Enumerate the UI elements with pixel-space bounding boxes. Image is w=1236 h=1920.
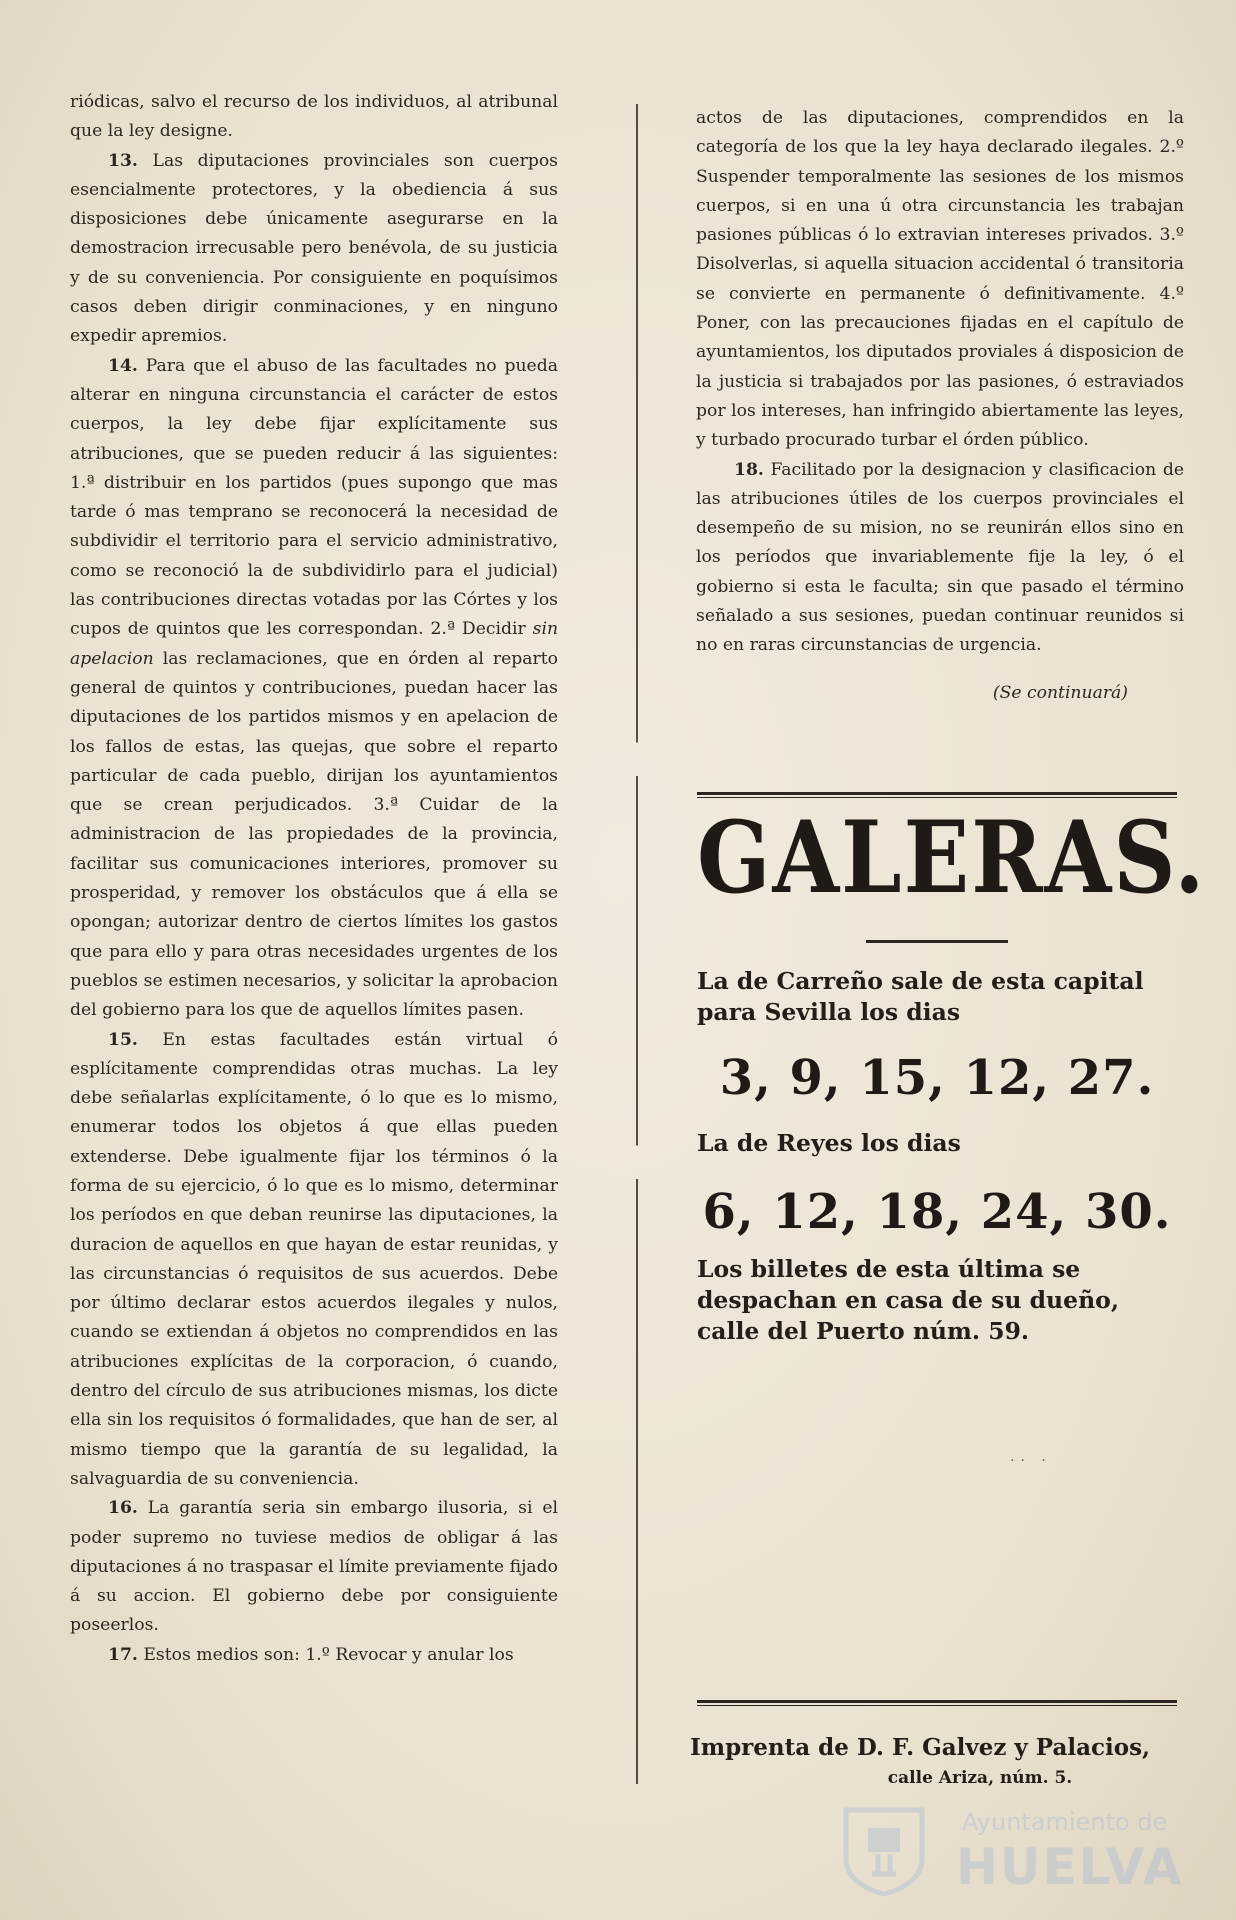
paragraph-text: Facilitado por la designacion y clasificacion de las atribuciones útiles de los cuerpos provinciales el desempeño de su mision, no se reunirán ellos sino en los períodos que invariablemente fije la ley, ó el gobierno si esta le faculta; sin que pasado el término señalado a sus sesiones, puedan continuar reunidos si no en raras circunstancias de urgencia. <box>696 459 1184 656</box>
notice-line-carreno: La de Carreño sale de esta capital para Sevilla los dias <box>697 967 1144 1026</box>
paragraph-number: 16. <box>108 1498 138 1519</box>
section-rule <box>697 792 1177 798</box>
right-column <box>696 104 1184 708</box>
watermark-line1: Ayuntamiento de <box>962 1808 1168 1836</box>
paragraph-text: En estas facultades están virtual ó esplícitamente comprendidas otras muchas. La ley debe señalarlas explícitamente, ó lo que es lo mismo, enumerar todos los objetos á que ellas pueden extenderse. Debe igualmente fijar los términos ó la forma de su ejercicio, ó lo que es lo mismo, determinar los períodos en que deban reunirse las diputaciones, la duracion de aquellos en que hayan de estar reunidas, y las circunstancias ó requisitos de sus acuerdos. Debe por último declarar estos acuerdos ilegales y nulos, cuando se extiendan á objetos no comprendidos en las atribuciones explícitas de la corporacion, ó cuando, dentro del círculo de sus atribuciones mismas, los dicte ella sin los requisitos ó formalidades, que han de ser, al mismo tiempo que la garantía de su legalidad, la salvaguardia de su conveniencia. <box>70 1029 558 1489</box>
paragraph-number: 14. <box>108 355 138 376</box>
city-seal-icon <box>838 1804 930 1896</box>
paragraph-number: 15. <box>108 1029 138 1050</box>
imprint-name: Imprenta de D. F. Galvez y Palacios, <box>690 1734 1151 1761</box>
paragraph-14 <box>70 352 558 1026</box>
paragraph-text: Las diputaciones provinciales son cuerpos esencialmente protectores, y la obediencia á sus disposiciones debe únicamente asegurarse en la demostracion irrecusable pero benévola, de su justicia y de su conveniencia. Por consiguiente en poquísimos casos deben dirigir conminaciones, y en ninguno expedir apremios. <box>70 150 558 347</box>
notice-title: GALERAS. <box>697 800 1207 917</box>
paragraph-text: Para que el abuso de las facultades no pueda alterar en ninguna circunstancia el carácter de estos cuerpos, la ley debe fijar explícitamente sus atribuciones, que se pueden reducir á las siguientes: 1.ª distribuir en los partidos (pues supongo que mas tarde ó mas temprano se reconocerá la necesidad de subdividir el territorio para el servicio administrativo, como se reconoció la de subdividirlo para el judicial) las contribuciones directas votadas por las Córtes y los cupos de quintos que les correspondan. 2.ª Decidir <box>70 355 558 640</box>
imprint-address: calle Ariza, núm. 5. <box>887 1768 1073 1788</box>
printer-imprint <box>690 1732 1180 1794</box>
italic-phrase: sin apelacion <box>70 619 559 669</box>
notice-days-carreno: 3, 9, 15, 12, 27. <box>719 1050 1155 1106</box>
paragraph-17 <box>70 1641 558 1670</box>
print-specks: ·· · <box>1010 1453 1052 1469</box>
paragraph-number: 13. <box>108 150 138 171</box>
paragraph-13 <box>70 147 558 352</box>
notice-line-reyes: La de Reyes los dias <box>697 1129 961 1157</box>
footer-rule <box>697 1700 1177 1706</box>
paragraph-continuation: riódicas, salvo el recurso de los individuos, al atribunal que la ley designe. <box>70 92 558 142</box>
notice-line-billetes: Los billetes de esta última se despachan en casa de su dueño, calle del Puerto núm. 59. <box>697 1255 1120 1345</box>
paragraph-text: Estos medios son: 1.º Revocar y anular los <box>143 1644 514 1665</box>
paragraph-number: 17. <box>108 1644 138 1665</box>
archive-watermark <box>838 1802 1184 1898</box>
paragraph-15 <box>70 1026 558 1495</box>
paragraph-16 <box>70 1494 558 1640</box>
notice-days-reyes: 6, 12, 18, 24, 30. <box>702 1184 1172 1240</box>
watermark-line2: HUELVA <box>956 1838 1184 1896</box>
column-divider <box>636 104 638 1784</box>
paragraph-number: 18. <box>734 459 764 480</box>
paragraph-18 <box>696 456 1184 661</box>
title-underline <box>866 940 1008 943</box>
paragraph-text: las reclamaciones, que en órden al reparto general de quintos y contribuciones, puedan hacer las diputaciones de los partidos mismos y en apelacion de los fallos de estas, las quejas, que sobre el reparto particular de cada pueblo, dirijan los ayuntamientos que se crean perjudicados. 3.ª Cuidar de la administracion de las propiedades de la provincia, facilitar sus comunicaciones interiores, promover su prosperidad, y remover los obstáculos que á ella se opongan; autorizar dentro de ciertos límites los gastos que para ello y para otras necesidades urgentes de los pueblos se estimen necesarios, y solicitar la aprobacion del gobierno para los que de aquellos límites pasen. <box>70 648 558 1021</box>
paragraph-17-continuation: actos de las diputaciones, comprendidos en la categoría de los que la ley haya declarado ilegales. 2.º Suspender temporalmente las sesiones de los mismos cuerpos, si en una ú otra circunstancia les trabajan pasiones públicas ó lo extravian intereses privados. 3.º Disolverlas, si aquella situacion accidental ó transitoria se convierte en permanente ó definitivamente. 4.º Poner, con las precauciones fijadas en el capítulo de ayuntamientos, los diputados proviales á disposicion de la justicia si trabajados por las pasiones, ó estraviados por los intereses, han infringido abiertamente las leyes, y turbado procurado turbar el órden público. <box>696 108 1184 451</box>
paragraph-text: La garantía seria sin embargo ilusoria, si el poder supremo no tuviese medios de obligar á las diputaciones á no traspasar el límite previamente fijado á su accion. El gobierno debe por consiguiente poseerlos. <box>70 1498 558 1636</box>
left-column <box>70 88 558 1670</box>
continued-note: (Se continuará) <box>992 682 1128 703</box>
